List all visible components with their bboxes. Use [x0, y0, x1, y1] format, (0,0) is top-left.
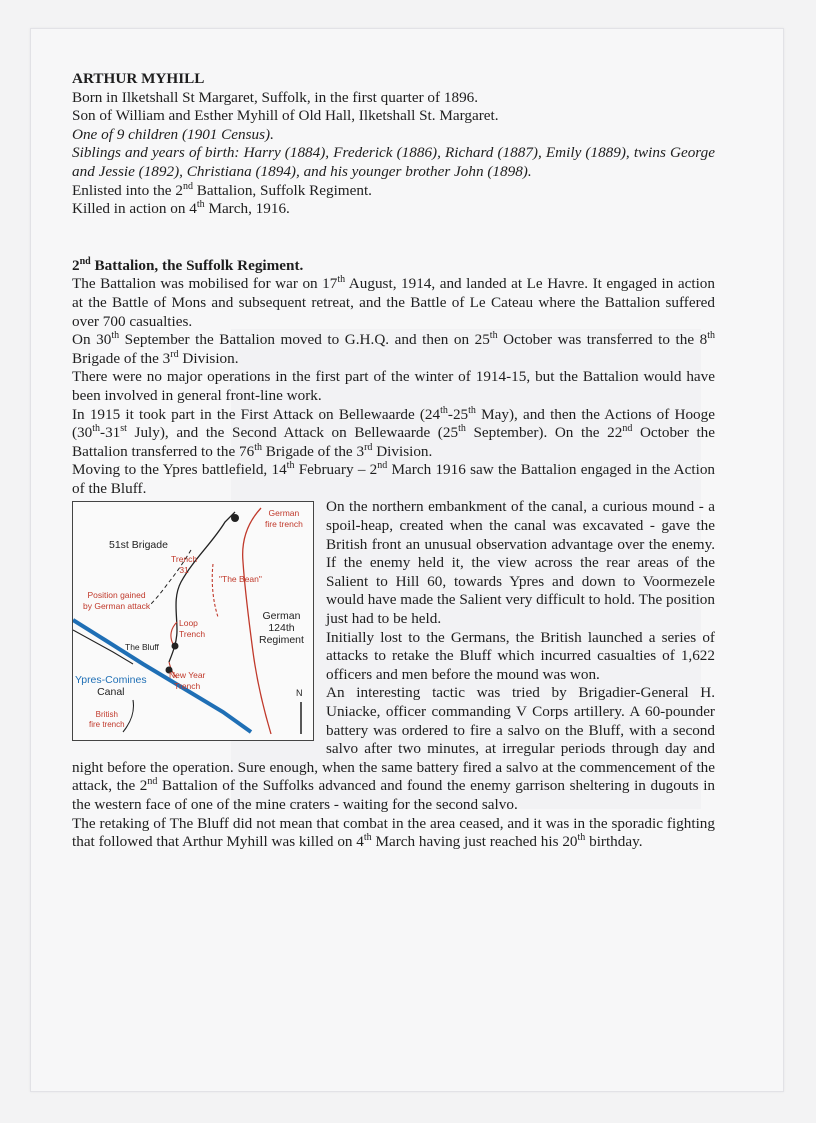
- map-label-the-bean: "The Bean": [219, 574, 262, 585]
- map-label-51st-brigade: 51st Brigade: [109, 539, 168, 552]
- battalion-paragraph-5: Moving to the Ypres battlefield, 14th February – 2nd March 1916 saw the Battalion engaged in the Action of the Bluff.: [72, 460, 716, 497]
- bluff-paragraph-3: An interesting tactic was tried by Brigadier-General H. Uniacke, officer commanding V Corps artillery. A 60-pounder battery was ordered to fire a salvo on the Bluff, with a second salvo after two minutes, at irregular periods through day and night before the operation. Sure enough, when the same battery fired a salvo at the commencement of the attack, the 2nd Battalion of the Suffolks advanced and found the enemy garrison sheltering in dugouts in the western face of one of the mine craters - waiting for the second salvo.: [72, 684, 716, 813]
- map-label-the-bluff: The Bluff: [125, 642, 159, 653]
- bio-children: One of 9 children (1901 Census).: [72, 125, 274, 143]
- bluff-map: [72, 501, 314, 741]
- map-label-german-regiment: German 124th Regiment: [259, 610, 304, 647]
- battalion-paragraph-2: On 30th September the Battalion moved to G.H.Q. and then on 25th October was transferred to the 8th Brigade of the 3rd Division.: [72, 330, 715, 367]
- german-position-marker: [231, 514, 239, 522]
- bio-enlisted: Enlisted into the 2nd Battalion, Suffolk Regiment.: [72, 180, 372, 199]
- map-label-trench-31: Trench 31: [171, 554, 198, 576]
- battalion-paragraph-3: There were no major operations in the first part of the winter of 1914-15, but the Battalion would have been involved in general front-line work.: [72, 368, 715, 404]
- map-label-north: N: [296, 688, 303, 699]
- map-label-position-gained: Position gained by German attack: [83, 590, 151, 612]
- bio-name: ARTHUR MYHILL: [72, 70, 205, 87]
- bio-killed: Killed in action on 4th March, 1916.: [72, 199, 290, 218]
- battalion-paragraph-4: In 1915 it took part in the First Attack on Bellewaarde (24th-25th May), and then the Actions of Hooge (30th-31st July), and the Second Attack on Bellewaarde (25th September). On the 22nd October the Battalion transferred to the 76th Brigade of the 3rd Division.: [72, 404, 716, 460]
- the-bean-line: [212, 564, 218, 617]
- bio-section: [72, 70, 715, 219]
- document-body: [72, 70, 715, 852]
- map-label-loop-trench: Loop Trench: [179, 618, 206, 640]
- map-label-german-fire-trench: German fire trench: [265, 508, 303, 530]
- battalion-heading: 2nd Battalion, the Suffolk Regiment.: [72, 255, 304, 274]
- bio-parents: Son of William and Esther Myhill of Old Hall, Ilketshall St. Margaret.: [72, 107, 499, 125]
- map-label-british-fire-trench: British fire trench: [89, 710, 125, 730]
- bluff-marker: [172, 643, 179, 650]
- map-label-new-year-trench: New Year Trench: [169, 670, 206, 692]
- bluff-paragraph-2: Initially lost to the Germans, the British launched a series of attacks to retake the Bluff which incurred casualties of 1,622 officers and men before the mound was won.: [326, 628, 715, 683]
- bluff-paragraph-1: On the northern embankment of the canal, a curious mound - a spoil-heap, created when the canal was excavated - gave the British front an unusual observation advantage over the enemy. If the enemy held it, the view across the rear areas of the Salient to Hill 60, towards Ypres and down to Voormezele would have made the Salient very difficult to hold. The position just had to be held.: [326, 498, 715, 628]
- bio-born: Born in Ilketshall St Margaret, Suffolk, in the first quarter of 1896.: [72, 88, 479, 106]
- final-paragraph: The retaking of The Bluff did not mean that combat in the area ceased, and it was in the sporadic fighting that followed that Arthur Myhill was killed on 4th March having just reached his 20th birthday.: [72, 814, 715, 851]
- canal-bank-line: [73, 630, 133, 664]
- map-label-canal: Ypres-Comines Canal: [75, 674, 147, 699]
- battalion-paragraph-1: The Battalion was mobilised for war on 17th August, 1914, and landed at Le Havre. It engaged in action at the Battle of Mons and subsequent retreat, and the Battle of Le Cateau where the Battalion suffered over 700 casualties.: [72, 274, 715, 330]
- bluff-section: [72, 498, 715, 814]
- bio-siblings: Siblings and years of birth: Harry (1884), Frederick (1886), Richard (1887), Emily (1889), twins George and Jessie (1892), Christiana (1894), and his younger brother John (1898).: [72, 144, 715, 180]
